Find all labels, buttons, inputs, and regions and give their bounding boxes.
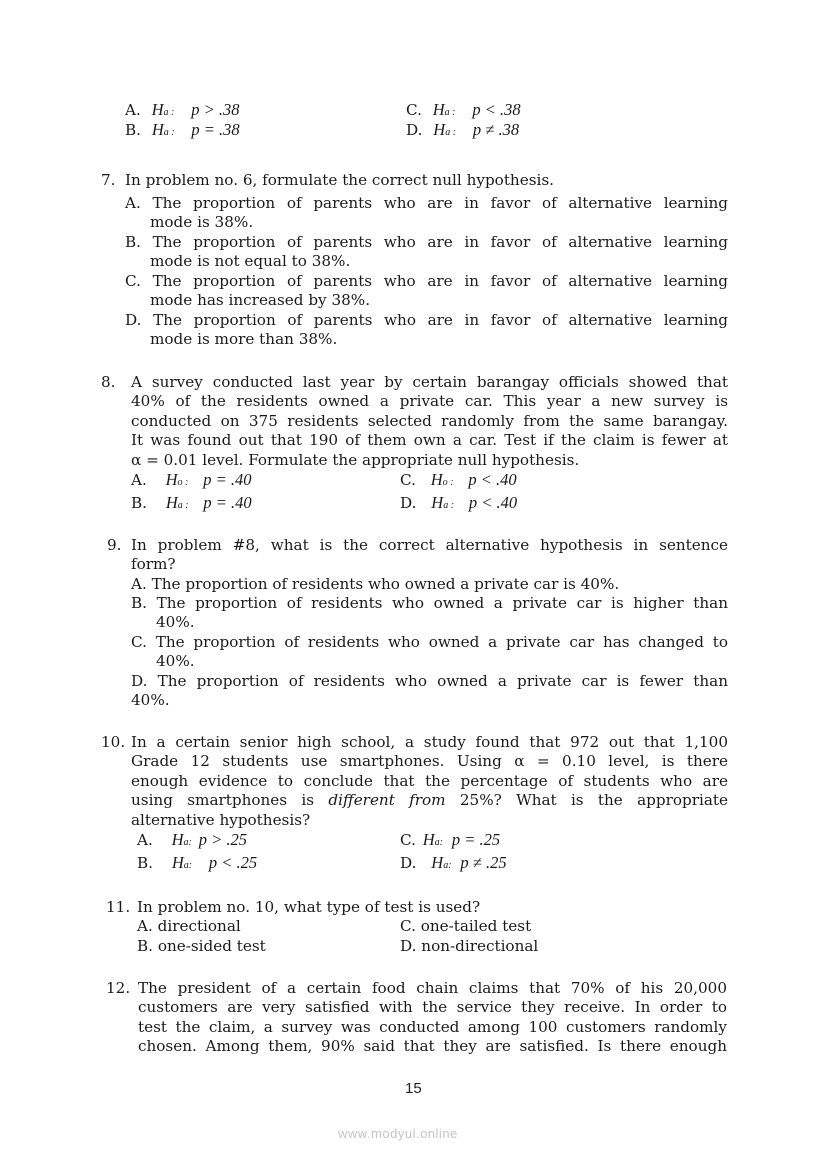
option-letter: B. xyxy=(125,121,141,139)
q10-stem-line-2: Grade 12 students use smartphones. Using α = 0.10 level, is there xyxy=(131,752,728,770)
q11-option-c: C. one-tailed test xyxy=(400,917,532,935)
hypothesis-subscript: a: xyxy=(434,837,444,848)
q9-option-d-cont: 40%. xyxy=(131,691,170,709)
hypothesis-symbol: H xyxy=(431,493,444,512)
option-letter: A. xyxy=(125,101,141,119)
q10-line4-emphasis: different from xyxy=(328,791,446,809)
hypothesis-subscript: a : xyxy=(163,107,175,118)
q11-option-d: D. non-directional xyxy=(400,937,539,955)
q6-option-c xyxy=(406,100,521,120)
q10-line4-post: 25%? What is the appropriate xyxy=(445,791,728,809)
q7-option-d: D. The proportion of parents who are in favor of alternative learning xyxy=(125,311,728,329)
q7-stem: In problem no. 6, formulate the correct null hypothesis. xyxy=(125,171,554,189)
q8-option-a xyxy=(131,470,251,490)
hypothesis-subscript: o : xyxy=(442,477,454,488)
q10-stem-line-4 xyxy=(131,791,728,809)
hypothesis-expression: p = .38 xyxy=(191,120,240,139)
hypothesis-subscript: a: xyxy=(183,837,192,848)
q10-number: 10. xyxy=(101,733,126,751)
q9-option-c: C. The proportion of residents who owned a private car has changed to xyxy=(131,633,728,651)
q12-number: 12. xyxy=(106,979,131,997)
hypothesis-subscript: o : xyxy=(177,477,189,488)
hypothesis-expression: p < .40 xyxy=(468,470,517,489)
q9-stem-line-2: form? xyxy=(131,555,176,573)
hypothesis-expression: p > .38 xyxy=(191,100,240,119)
q8-stem-line-2: 40% of the residents owned a private car. This year a new survey is xyxy=(131,392,728,410)
q6-option-a xyxy=(125,100,239,120)
option-letter: A. xyxy=(131,471,147,489)
option-letter: D. xyxy=(400,854,417,872)
q9-option-d: D. The proportion of residents who owned a private car is fewer than xyxy=(131,672,728,690)
q8-option-d xyxy=(400,493,517,513)
hypothesis-expression: p = .40 xyxy=(203,493,252,512)
option-letter: C. xyxy=(406,101,422,119)
hypothesis-symbol: H xyxy=(165,470,178,489)
q10-option-d xyxy=(400,853,507,873)
hypothesis-symbol: H xyxy=(151,100,164,119)
hypothesis-subscript: a : xyxy=(177,500,189,511)
q10-stem-line-5: alternative hypothesis? xyxy=(131,811,311,829)
q12-stem-line-3: test the claim, a survey was conducted among 100 customers randomly xyxy=(138,1018,727,1036)
q10-option-b xyxy=(137,853,257,873)
hypothesis-expression: p = .25 xyxy=(451,830,501,849)
q10-stem-line-3: enough evidence to conclude that the percentage of students who are xyxy=(131,772,728,790)
option-letter: C. xyxy=(400,471,416,489)
q12-stem-line-2: customers are very satisfied with the service they receive. In order to xyxy=(138,998,727,1016)
q8-stem-line-1: A survey conducted last year by certain barangay officials showed that xyxy=(131,373,728,391)
hypothesis-subscript: a : xyxy=(445,127,457,138)
hypothesis-subscript: a : xyxy=(443,500,455,511)
hypothesis-subscript: a: xyxy=(183,860,193,871)
q11-number: 11. xyxy=(106,898,131,916)
hypothesis-subscript: a : xyxy=(444,107,456,118)
hypothesis-symbol: H xyxy=(171,853,184,872)
hypothesis-expression: p < .40 xyxy=(468,493,518,512)
hypothesis-expression: p = .40 xyxy=(203,470,252,489)
q8-stem-line-3: conducted on 375 residents selected randomly from the same barangay. xyxy=(131,412,728,430)
hypothesis-subscript: a: xyxy=(443,860,452,871)
hypothesis-symbol: H xyxy=(431,853,444,872)
q10-option-a xyxy=(137,830,247,850)
q7-number: 7. xyxy=(101,171,116,189)
q8-number: 8. xyxy=(101,373,116,391)
q11-option-a: A. directional xyxy=(137,917,241,935)
q7-option-c-cont: mode has increased by 38%. xyxy=(150,291,371,309)
q6-option-d xyxy=(406,120,519,140)
hypothesis-expression: p ≠ .25 xyxy=(460,853,507,872)
q11-stem: In problem no. 10, what type of test is used? xyxy=(137,898,481,916)
page-number: 15 xyxy=(405,1080,422,1097)
q9-stem-line-1: In problem #8, what is the correct alternative hypothesis in sentence xyxy=(131,536,728,554)
hypothesis-expression: p < .38 xyxy=(472,100,521,119)
q9-option-c-cont: 40%. xyxy=(156,652,195,670)
hypothesis-symbol: H xyxy=(432,100,445,119)
hypothesis-symbol: H xyxy=(151,120,164,139)
q8-stem-line-4: It was found out that 190 of them own a car. Test if the claim is fewer at xyxy=(131,431,728,449)
q9-option-b: B. The proportion of residents who owned a private car is higher than xyxy=(131,594,728,612)
hypothesis-symbol: H xyxy=(165,493,178,512)
option-letter: C. xyxy=(400,831,416,849)
q7-option-a-cont: mode is 38%. xyxy=(150,213,254,231)
hypothesis-symbol: H xyxy=(433,120,446,139)
q10-option-c xyxy=(400,830,500,850)
q7-option-d-cont: mode is more than 38%. xyxy=(150,330,338,348)
q7-option-a: A. The proportion of parents who are in favor of alternative learning xyxy=(125,194,728,212)
q8-option-b xyxy=(131,493,252,513)
q7-option-b-cont: mode is not equal to 38%. xyxy=(150,252,351,270)
option-letter: B. xyxy=(131,494,147,512)
q10-line4-pre: using smartphones is xyxy=(131,791,329,809)
q10-stem-line-1: In a certain senior high school, a study found that 972 out that 1,100 xyxy=(131,733,728,751)
hypothesis-expression: p > .25 xyxy=(198,830,247,849)
q9-option-b-cont: 40%. xyxy=(156,613,195,631)
hypothesis-expression: p < .25 xyxy=(208,853,258,872)
q11-option-b: B. one-sided test xyxy=(137,937,266,955)
hypothesis-symbol: H xyxy=(430,470,443,489)
hypothesis-subscript: a : xyxy=(163,127,175,138)
watermark: www.modyul.online xyxy=(338,1126,458,1141)
hypothesis-symbol: H xyxy=(422,830,435,849)
q8-stem-line-5: α = 0.01 level. Formulate the appropriate null hypothesis. xyxy=(131,451,580,469)
q8-option-c xyxy=(400,470,517,490)
q7-option-b: B. The proportion of parents who are in favor of alternative learning xyxy=(125,233,728,251)
option-letter: B. xyxy=(137,854,153,872)
hypothesis-symbol: H xyxy=(171,830,184,849)
option-letter: D. xyxy=(406,121,423,139)
hypothesis-expression: p ≠ .38 xyxy=(472,120,520,139)
option-letter: D. xyxy=(400,494,417,512)
q9-option-a: A. The proportion of residents who owned a private car is 40%. xyxy=(131,575,620,593)
q6-option-b xyxy=(125,120,240,140)
q12-stem-line-1: The president of a certain food chain claims that 70% of his 20,000 xyxy=(138,979,727,997)
option-letter: A. xyxy=(137,831,153,849)
q12-stem-line-4: chosen. Among them, 90% said that they are satisfied. Is there enough xyxy=(138,1037,727,1055)
q9-number: 9. xyxy=(107,536,122,554)
q7-option-c: C. The proportion of parents who are in favor of alternative learning xyxy=(125,272,728,290)
